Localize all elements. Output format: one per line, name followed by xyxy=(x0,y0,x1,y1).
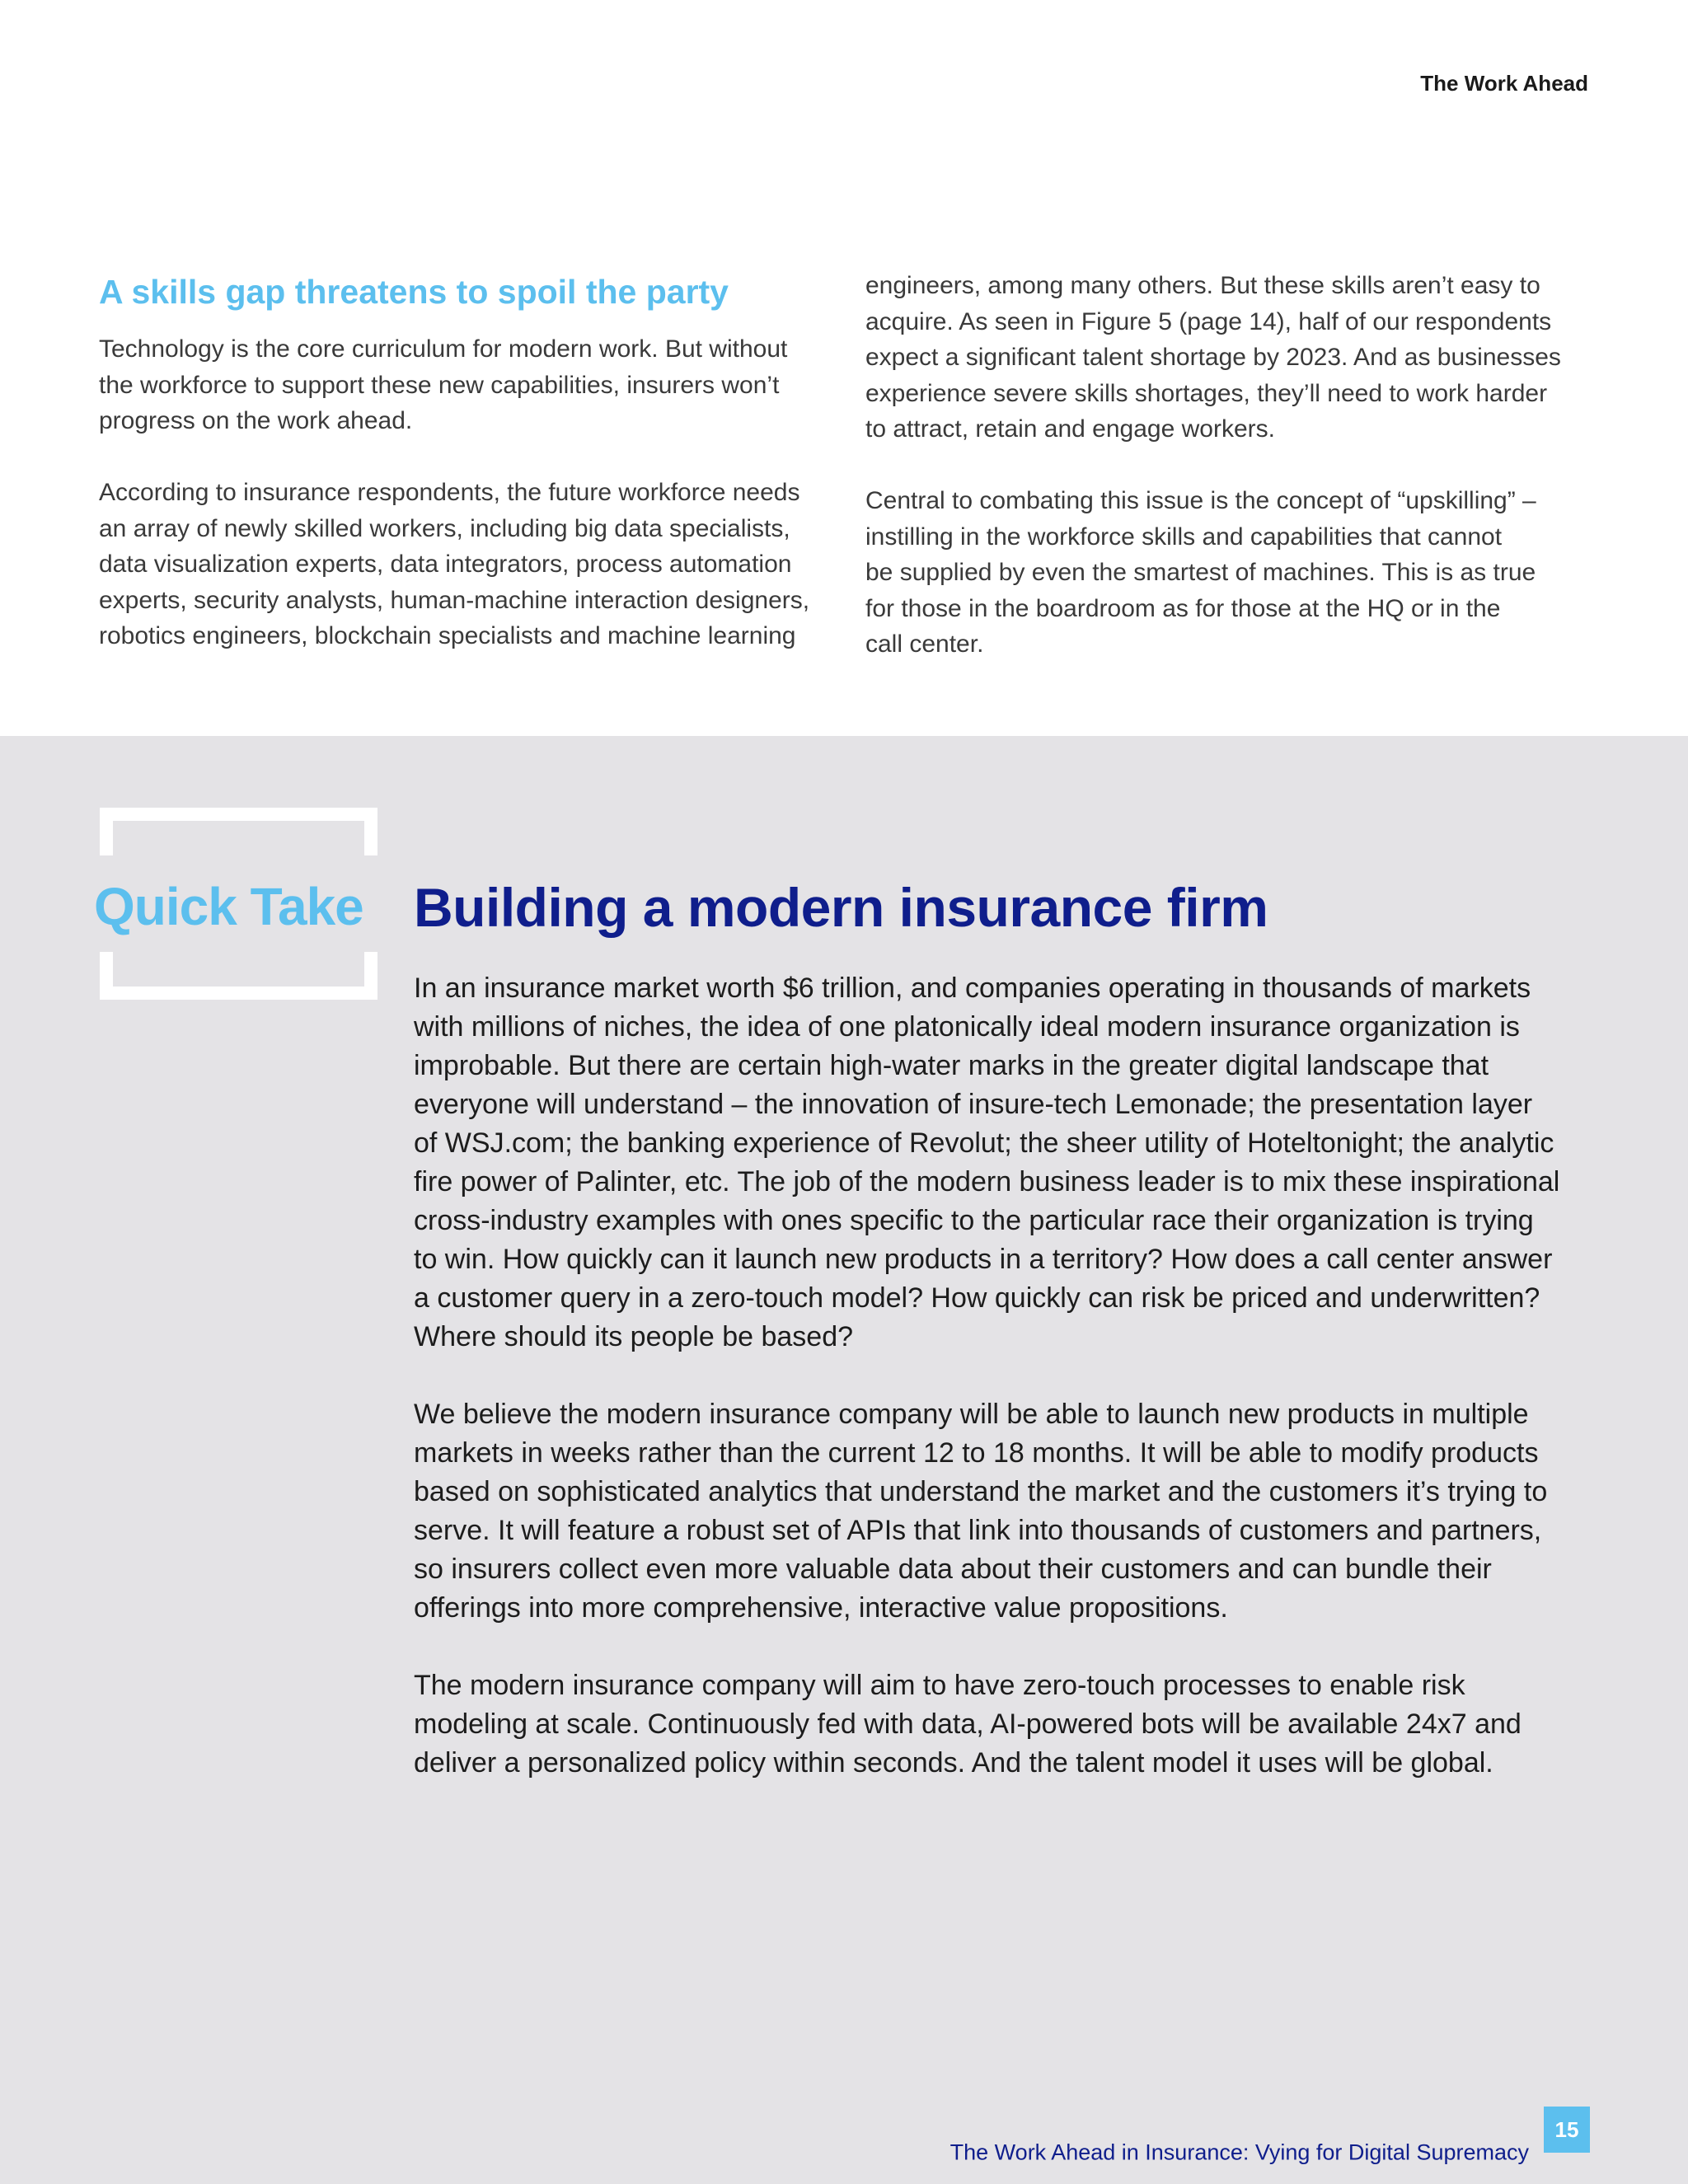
article-section xyxy=(0,0,1688,736)
bracket-top xyxy=(100,808,377,855)
footer-publication-title: The Work Ahead in Insurance: Vying for Digital Supremacy xyxy=(950,2139,1529,2165)
quick-take-body xyxy=(414,969,1601,1821)
section-heading: A skills gap threatens to spoil the party xyxy=(99,273,729,311)
paragraph: engineers, among many others. But these skills aren’t easy to acquire. As seen in Figure 5 (page 14), half of our respondents expect a significant talent shortage by 2023. And as businesses experience severe skills shortages, they’ll need to work harder to attract, retain and engage workers. xyxy=(865,272,1561,443)
article-right-column xyxy=(865,268,1591,663)
quick-take-title: Building a modern insurance firm xyxy=(414,877,1268,938)
quick-take-label: Quick Take xyxy=(94,877,363,936)
article-left-column xyxy=(99,269,824,654)
running-header: The Work Ahead xyxy=(1420,71,1588,96)
paragraph: Technology is the core curriculum for modern work. But without the workforce to support these new capabilities, insurers won’t progress on the work ahead. xyxy=(99,335,788,434)
page-number-badge: 15 xyxy=(1544,2107,1590,2153)
paragraph: According to insurance respondents, the future workforce needs an array of newly skilled workers, including big data specialists, data visualization experts, data integrators, process automation experts, security analysts, human-machine interaction designers, robotics engineers, blockchain specialists and machine learning xyxy=(99,479,810,649)
paragraph: Central to combating this issue is the concept of “upskilling” – instilling in the workforce skills and capabilities that cannot be supplied by even the smartest of machines. This is as true for those in the boardroom as for those at the HQ or in the call center. xyxy=(865,487,1536,658)
bracket-bottom xyxy=(100,952,377,1000)
paragraph: The modern insurance company will aim to have zero-touch processes to enable risk modeling at scale. Continuously fed with data, AI-powered bots will be available 24x7 and deliver a personalized policy within seconds. And the talent model it uses will be global. xyxy=(414,1670,1522,1779)
paragraph: We believe the modern insurance company will be able to launch new products in multiple markets in weeks rather than the current 12 to 18 months. It will be able to modify products based on sophisticated analytics that understand the market and the customers it’s trying to serve. It will feature a robust set of APIs that link into thousands of customers and partners, so insurers collect even more valuable data about their customers and can bundle their offerings into more comprehensive, interactive value propositions. xyxy=(414,1399,1548,1624)
paragraph: In an insurance market worth $6 trillion, and companies operating in thousands of markets with millions of niches, the idea of one platonically ideal modern insurance organization is improbable. But there are certain high-water marks in the greater digital landscape that everyone will understand – the innovation of insure-tech Lemonade; the presentation layer of WSJ.com; the banking experience of Revolut; the sheer utility of Hoteltonight; the analytic fire power of Palinter, etc. The job of the modern business leader is to mix these inspirational cross-industry examples with ones specific to the particular race their organization is trying to win. How quickly can it launch new products in a territory? How does a call center answer a customer query in a zero-touch model? How quickly can risk be priced and underwritten? Where should its people be based? xyxy=(414,972,1560,1352)
